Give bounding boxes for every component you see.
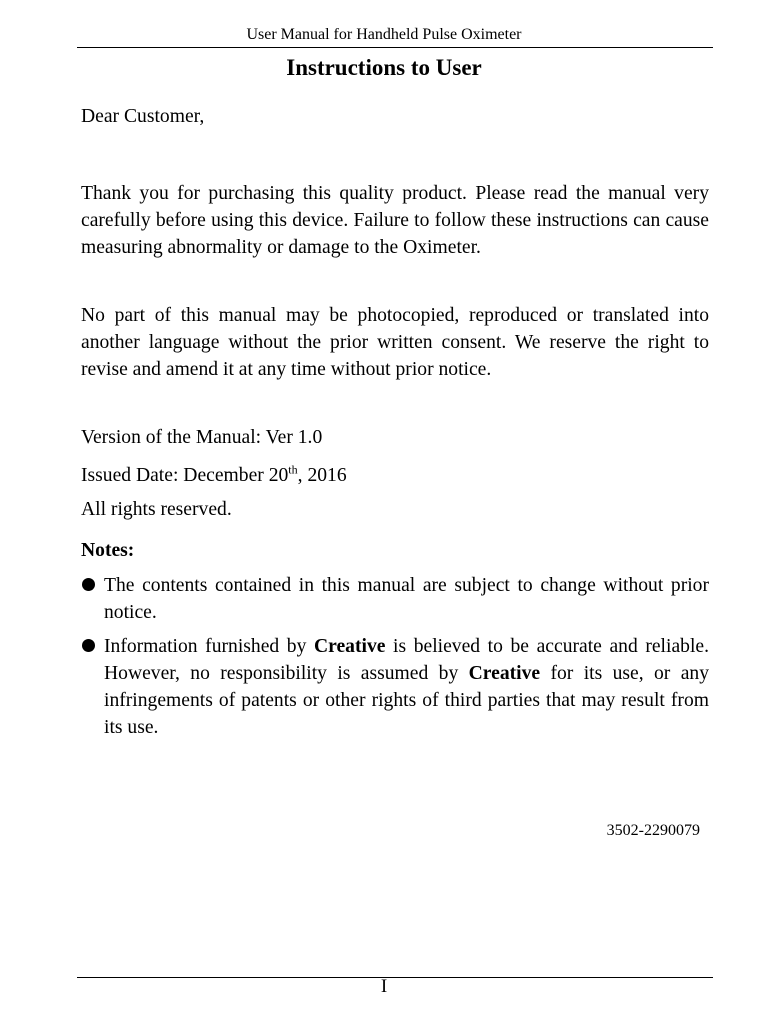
greeting: Dear Customer, <box>81 106 205 127</box>
note-text-part: is believed to be accurate and reliable. However, no responsibility is assumed by <box>104 636 709 684</box>
note-text <box>104 633 709 741</box>
page-title: Instructions to User <box>286 55 482 80</box>
brand-name: Creative <box>468 663 541 684</box>
rights-statement: All rights reserved. <box>81 499 232 520</box>
brand-name: Creative <box>313 636 386 657</box>
running-header: User Manual for Handheld Pulse Oximeter <box>246 26 522 43</box>
issued-date-year: , 2016 <box>297 465 347 486</box>
paragraph-thank-you: Thank you for purchasing this quality product. Please read the manual very carefully before using this device. Failure to follow these instructions can cause measuring abnormality or damage to the Oximeter. <box>81 183 709 258</box>
page-number: I <box>380 976 388 997</box>
note-text-part: for its use, or any infringements of patents or other rights of third parties that may result from its use. <box>104 663 709 738</box>
note-text-part: Information furnished by <box>104 636 314 657</box>
notes-heading: Notes: <box>81 540 135 561</box>
manual-version: Version of the Manual: Ver 1.0 <box>81 427 323 448</box>
issued-date-prefix: Issued Date: December 20 <box>81 465 289 486</box>
bullet-dot-icon <box>82 578 95 591</box>
bullet-dot-icon <box>82 639 95 652</box>
paragraph-copyright: No part of this manual may be photocopied, reproduced or translated into another language without the prior written consent. We reserve the right to revise and amend it at any time without prior notice. <box>81 305 709 380</box>
header-rule <box>77 47 713 48</box>
document-number: 3502-2290079 <box>606 822 700 839</box>
note-item <box>81 633 709 741</box>
note-item <box>81 572 709 626</box>
note-text: The contents contained in this manual are subject to change without prior notice. <box>104 575 709 623</box>
issued-date <box>81 462 709 489</box>
issued-date-ordinal: th <box>288 462 298 477</box>
